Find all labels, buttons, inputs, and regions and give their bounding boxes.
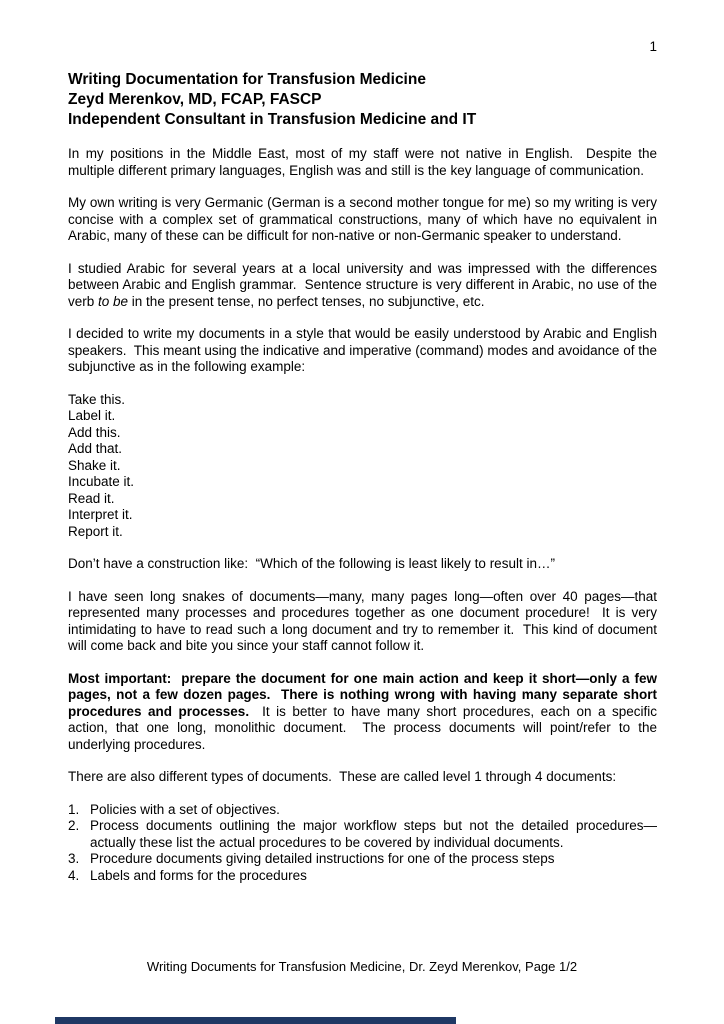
list-item-text: Procedure documents giving detailed instructions for one of the process steps — [90, 851, 555, 866]
list-item-text: Policies with a set of objectives. — [90, 801, 280, 817]
command-line: Add this. — [68, 424, 121, 440]
paragraph-document-types-intro: There are also different types of documents. These are called level 1 through 4 documents: — [68, 769, 617, 784]
command-line: Interpret it. — [68, 507, 133, 522]
list-item-number: 1. — [68, 801, 80, 817]
page-content — [68, 38, 661, 884]
command-line: Incubate it. — [68, 474, 135, 489]
text-run: It is better to have many short procedures, each on a specific action, that one long, monolithic document. The process documents will point/refer to the underlying procedures. — [68, 703, 661, 752]
page-number: 1 — [649, 39, 657, 54]
command-line: Report it. — [68, 523, 123, 539]
list-item — [68, 868, 657, 885]
command-line: Label it. — [68, 408, 116, 423]
paragraph-arabic-study — [68, 260, 661, 311]
page-footer: Writing Documents for Transfusion Medicine, Dr. Zeyd Merenkov, Page 1/2 — [146, 959, 578, 974]
paragraph-germanic-writing: My own writing is very Germanic (German is a second mother tongue for me) so my writing is very concise with a complex set of grammatical constructions, many of which have no equivalent in Arabic, many of these can be difficult for non-native or non-Germanic speaker to understand. — [68, 195, 661, 243]
list-item-number: 2. — [68, 818, 80, 833]
text-run-italic: to be — [98, 293, 129, 309]
text-run: I studied Arabic for several years at a local university and was impressed with the differences between Arabic and English grammar. Sentence structure is very different in Arabic, no use of the verb — [68, 260, 661, 309]
list-item — [68, 802, 657, 819]
list-item — [68, 818, 657, 851]
paragraph-middle-east-positions: In my positions in the Middle East, most of my staff were not native in English. Despite the multiple different primary languages, English was and still is the key language of communication. — [68, 146, 661, 178]
command-line: Shake it. — [68, 457, 121, 473]
text-run: in the present tense, no perfect tenses, no subjunctive, etc. — [128, 293, 485, 309]
paragraph-avoid-construction: Don’t have a construction like: “Which of the following is least likely to result in…” — [68, 556, 555, 571]
document-author-role: Independent Consultant in Transfusion Medicine and IT — [68, 111, 477, 128]
document-author: Zeyd Merenkov, MD, FCAP, FASCP — [68, 91, 322, 108]
list-item-text: Labels and forms for the procedures — [90, 867, 307, 883]
paragraph-most-important — [68, 670, 661, 754]
command-example-list — [68, 392, 657, 541]
list-item — [68, 851, 657, 868]
command-line: Take this. — [68, 391, 126, 407]
paragraph-long-documents: I have seen long snakes of documents—many, many pages long—often over 40 pages—that represented many processes and procedures together as one document procedure! It is very intimidating to have to read such a long document and try to remember it. This kind of document will come back and bite you since your staff cannot follow it. — [68, 588, 661, 653]
command-line: Read it. — [68, 490, 115, 506]
text-run-bold: Most important: prepare the document for one main action and keep it short—only a few pages, not a few dozen pages. There is nothing wrong with having many separate short procedures and processes. — [68, 670, 661, 719]
bottom-bar — [55, 1017, 456, 1024]
document-levels-list — [68, 802, 657, 885]
paragraph-writing-style-decision: I decided to write my documents in a style that would be easily understood by Arabic and English speakers. This meant using the indicative and imperative (command) modes and avoidance of the subjunctive as in the following example: — [68, 326, 661, 374]
list-item-number: 3. — [68, 851, 80, 866]
list-item-number: 4. — [68, 867, 80, 883]
list-item-text: Process documents outlining the major workflow steps but not the detailed procedures—actually these list the actual procedures to be covered by individual documents. — [90, 818, 657, 850]
command-line: Add that. — [68, 441, 123, 456]
document-title: Writing Documentation for Transfusion Medicine — [68, 71, 426, 88]
document-header — [68, 70, 657, 130]
